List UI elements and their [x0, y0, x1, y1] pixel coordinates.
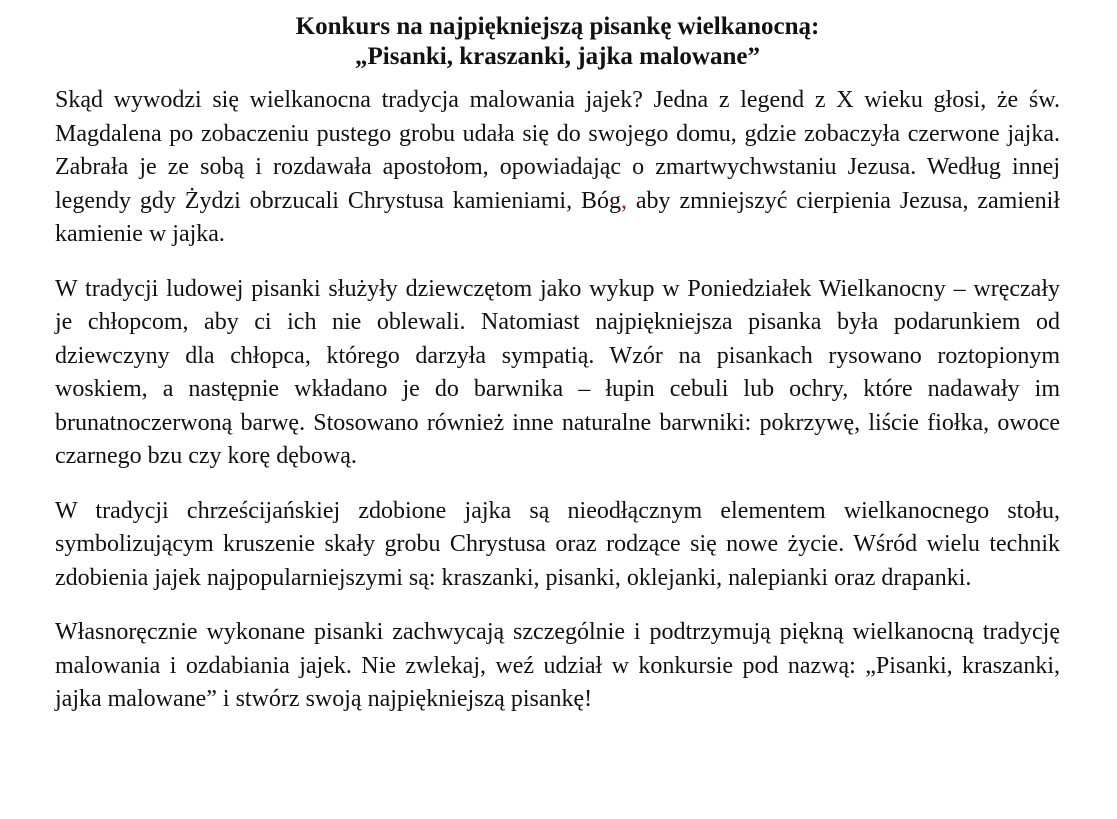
title-line-1: Konkurs na najpiękniejszą pisankę wielkanocną:	[295, 13, 820, 40]
title-line-2: „Pisanki, kraszanki, jajka malowane”	[355, 43, 760, 70]
paragraph-1-text-b: aby zmniejszyć cierpienia Jezusa, zamienił kamienie w jajka.	[55, 187, 1060, 247]
paragraph-legend	[55, 84, 1060, 252]
document-title	[55, 12, 1060, 72]
paragraph-1-red-comma: ,	[620, 187, 627, 214]
paragraph-folk-tradition: W tradycji ludowej pisanki służyły dziewczętom jako wykup w Poniedziałek Wielkanocny – wręczały je chłopcom, aby ci ich nie oblewali. Natomiast najpiękniejsza pisanka była podarunkiem od dziewczyny dla chłopca, którego darzyła sympatią. Wzór na pisankach rysowano roztopionym woskiem, a następnie wkładano je do barwnika – łupin cebuli lub ochry, które nadawały im brunatnoczerwoną barwę. Stosowano również inne naturalne barwniki: pokrzywę, liście fiołka, owoce czarnego bzu czy korę dębową.	[55, 275, 1060, 469]
paragraph-invitation: Własnoręcznie wykonane pisanki zachwycają szczególnie i podtrzymują piękną wielkanocną tradycję malowania i ozdabiania jajek. Nie zwlekaj, weź udział w konkursie pod nazwą: „Pisanki, kraszanki, jajka malowane” i stwórz swoją najpiękniejszą pisankę!	[55, 619, 1060, 712]
document-page	[55, 12, 1060, 738]
paragraph-1-text-a: Skąd wywodzi się wielkanocna tradycja malowania jajek? Jedna z legend z X wieku głosi, że św. Magdalena po zobaczeniu pustego grobu udała się do swojego domu, gdzie zobaczyła czerwone jajka. Zabrała je ze sobą i rozdawała apostołom, opowiadając o zmartwychwstaniu Jezusa. Według innej legendy gdy Żydzi obrzucali Chrystusa kamieniami, Bóg	[55, 87, 1060, 214]
paragraph-christian-tradition: W tradycji chrześcijańskiej zdobione jajka są nieodłącznym elementem wielkanocnego stołu, symbolizującym kruszenie skały grobu Chrystusa oraz rodzące się nowe życie. Wśród wielu technik zdobienia jajek najpopularniejszymi są: kraszanki, pisanki, oklejanki, nalepianki oraz drapanki.	[55, 497, 1060, 591]
